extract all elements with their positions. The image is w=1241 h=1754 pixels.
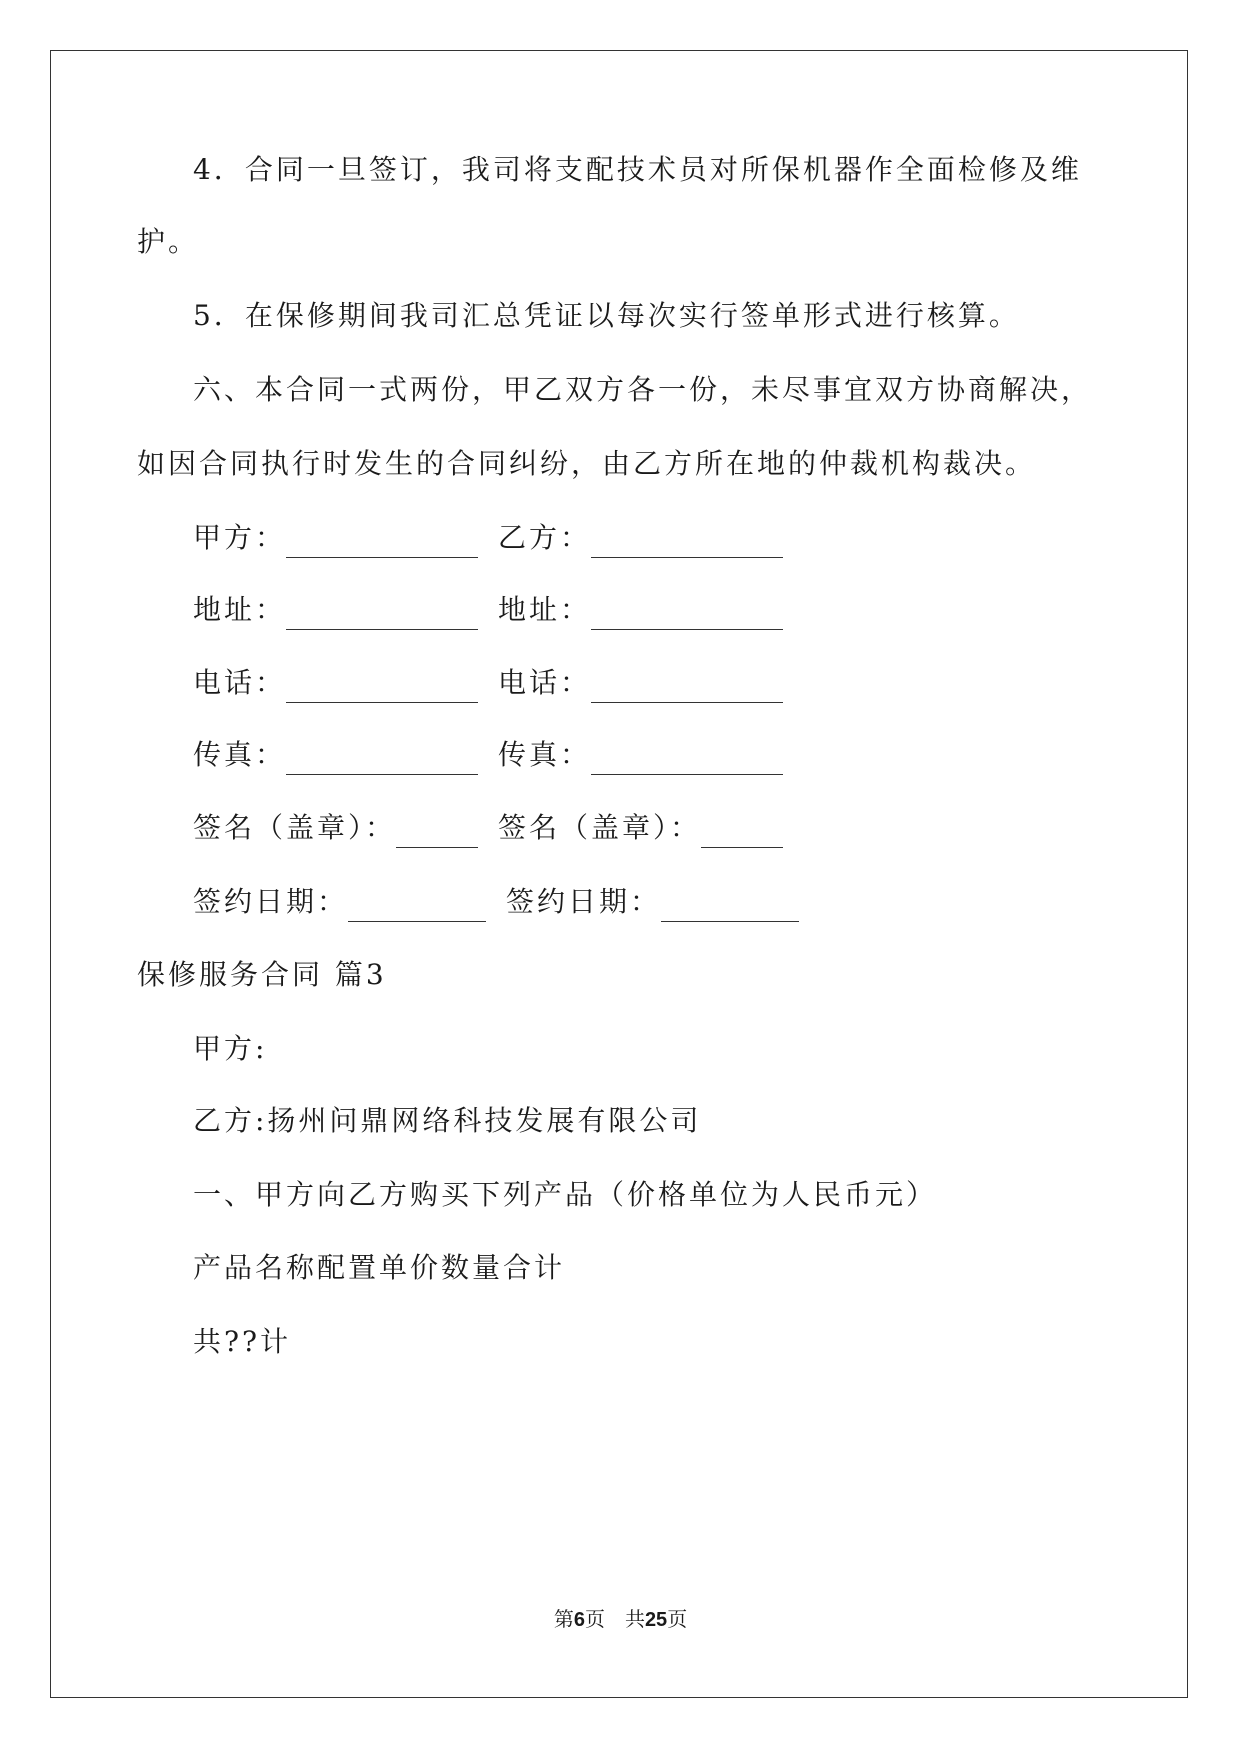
- date-a-label: 签约日期：: [193, 885, 349, 918]
- phone-a-label: 电话：: [193, 666, 287, 699]
- party-b-blank[interactable]: [591, 527, 783, 558]
- date-a-blank[interactable]: [348, 891, 486, 922]
- signature-row-date: [193, 882, 819, 922]
- address-a-label: 地址：: [193, 593, 287, 626]
- date-b-label: 签约日期：: [506, 885, 662, 918]
- sign-a-label: 签名（盖章）：: [193, 811, 397, 844]
- paragraph-6-line-1: 六、本合同一式两份，甲乙双方各一份，未尽事宜双方协商解决，: [193, 373, 1093, 406]
- fax-b-label: 传真：: [498, 738, 592, 771]
- product-table-header: 产品名称配置单价数量合计: [193, 1251, 566, 1284]
- signature-row-phone: [193, 663, 803, 703]
- footer-total-unit: 页: [667, 1607, 688, 1631]
- section-3-party-b: 乙方:扬州问鼎网络科技发展有限公司: [193, 1104, 702, 1137]
- sign-b-blank[interactable]: [701, 817, 783, 848]
- party-a-blank[interactable]: [286, 527, 478, 558]
- paragraph-4-line-1: 4．合同一旦签订，我司将支配技术员对所保机器作全面检修及维: [193, 153, 1082, 186]
- phone-a-blank[interactable]: [286, 672, 478, 703]
- signature-row-sign: [193, 808, 803, 848]
- phone-b-label: 电话：: [498, 666, 592, 699]
- signature-row-fax: [193, 735, 803, 775]
- party-b-label: 乙方：: [498, 521, 592, 554]
- sign-a-blank[interactable]: [396, 817, 478, 848]
- address-a-blank[interactable]: [286, 599, 478, 630]
- date-b-blank[interactable]: [661, 891, 799, 922]
- footer-total-pages: 25: [644, 1609, 668, 1631]
- paragraph-5: 5．在保修期间我司汇总凭证以每次实行签单形式进行核算。: [193, 299, 1020, 332]
- footer-page-prefix: 第: [553, 1607, 574, 1631]
- fax-a-label: 传真：: [193, 738, 287, 771]
- signature-row-address: [193, 590, 803, 630]
- section-3-clause-1: 一、甲方向乙方购买下列产品（价格单位为人民币元）: [193, 1178, 938, 1211]
- phone-b-blank[interactable]: [591, 672, 783, 703]
- product-total: 共??计: [193, 1325, 292, 1358]
- sign-b-label: 签名（盖章）：: [498, 811, 702, 844]
- address-b-blank[interactable]: [591, 599, 783, 630]
- paragraph-6-line-2: 如因合同执行时发生的合同纠纷，由乙方所在地的仲裁机构裁决。: [137, 447, 1037, 480]
- paragraph-4-line-2: 护。: [137, 225, 200, 258]
- fax-a-blank[interactable]: [286, 744, 478, 775]
- page-footer: [0, 1604, 1241, 1635]
- signature-row-party: [193, 518, 803, 558]
- address-b-label: 地址：: [498, 593, 592, 626]
- footer-total-prefix: 共: [624, 1607, 645, 1631]
- footer-page-number: 6: [573, 1609, 585, 1631]
- section-3-party-a: 甲方:: [193, 1032, 268, 1065]
- party-a-label: 甲方：: [193, 521, 287, 554]
- section-3-title: 保修服务合同 篇3: [137, 958, 387, 991]
- footer-page-unit: 页: [584, 1607, 605, 1631]
- fax-b-blank[interactable]: [591, 744, 783, 775]
